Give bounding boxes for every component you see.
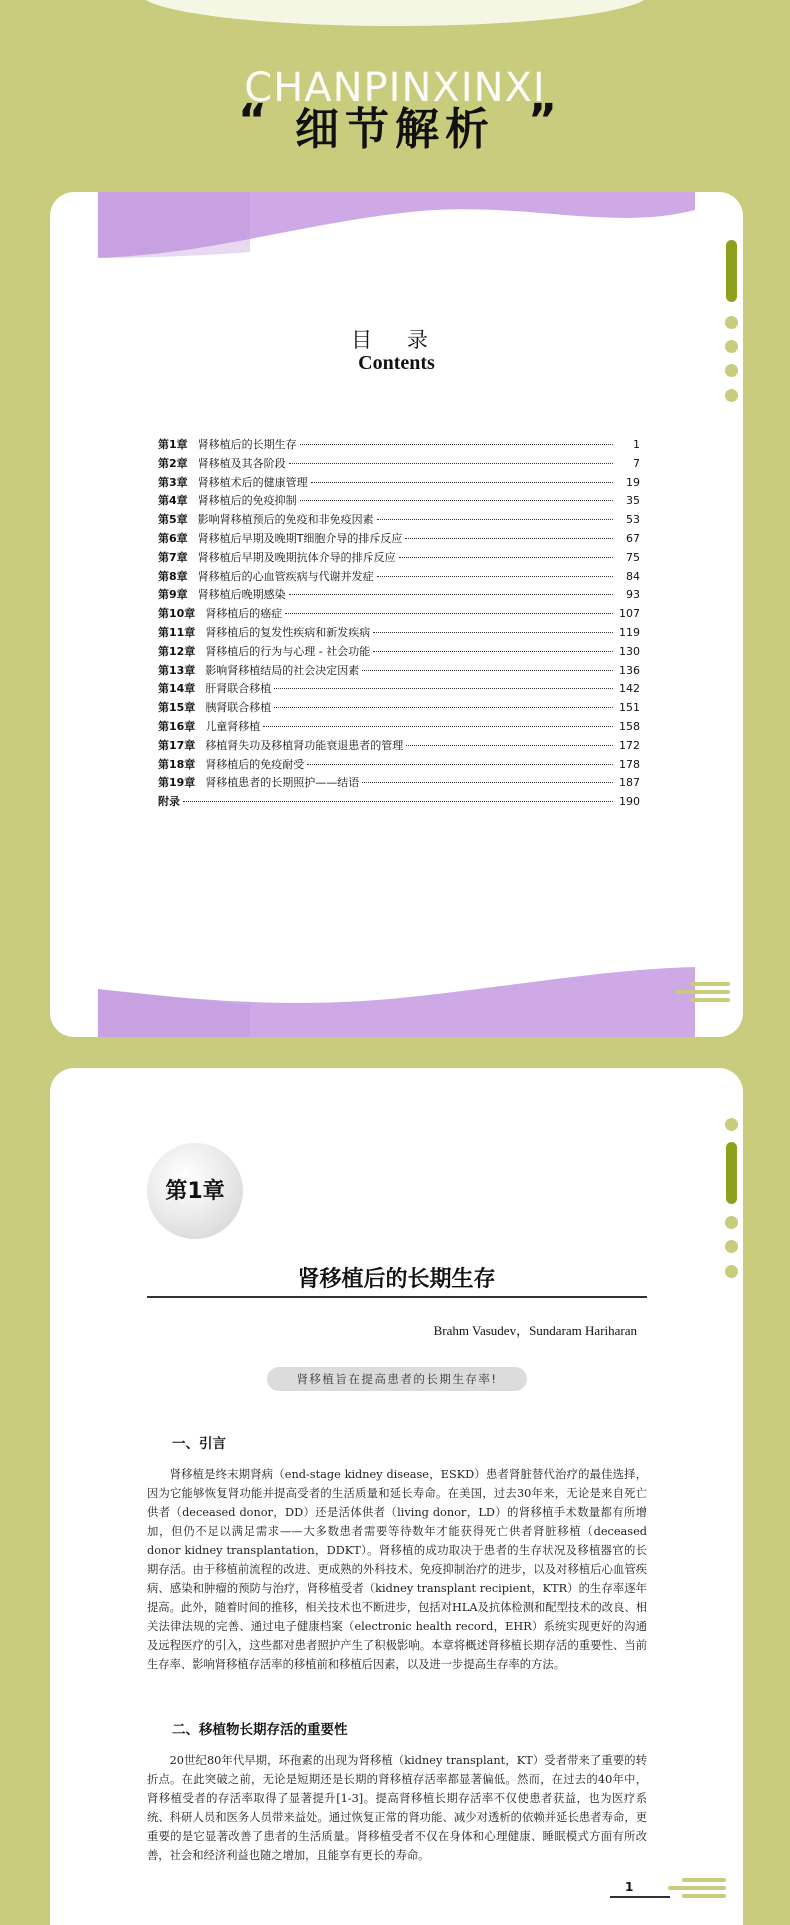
toc-leader-dots: [307, 764, 613, 765]
header-english-text: CHANPINXINXI: [244, 65, 546, 111]
toc-chapter-number: 第11章: [158, 625, 196, 639]
toc-page-number: 1: [633, 438, 640, 451]
toc-chapter-number: 第6章: [158, 531, 188, 545]
toc-chapter-title: 肾移植后的复发性疾病和新发疾病: [205, 625, 371, 639]
toc-chapter-title: 肾移植及其各阶段: [197, 456, 286, 470]
toc-leader-dots: [405, 538, 613, 539]
toc-page-number: 53: [626, 513, 640, 527]
decor-stripe: [682, 1878, 726, 1882]
chapter-badge-label: 第1章: [165, 1179, 225, 1204]
toc-chapter-title: 儿童肾移植: [205, 719, 261, 733]
chapter-authors: Brahm Vasudev，Sundaram Hariharan: [433, 1323, 637, 1338]
toc-entry[interactable]: [158, 774, 640, 793]
toc-chapter-number: 第7章: [158, 550, 188, 564]
indicator-dot: [725, 1118, 738, 1131]
toc-entry[interactable]: [158, 756, 640, 775]
toc-page-number: 190: [619, 795, 640, 809]
toc-leader-dots: [399, 557, 613, 558]
toc-chapter-title: 移植肾失功及移植肾功能衰退患者的管理: [205, 738, 404, 752]
toc-page-number: 172: [619, 738, 640, 752]
toc-entry[interactable]: [158, 699, 640, 718]
section-paragraph-1: 肾移植是终末期肾病（end-stage kidney disease，ESKD）患者肾脏替代治疗的最佳选择，因为它能够恢复肾功能并提高受者的生活质量和延长寿命。在美国，过去30年来，无论是来自死亡供者（deceased donor，DD）还是活体供者（living donor，LD）的肾移植手术数量都有所增加，但仍不足以满足需求——大多数患者需要等待数年才能获得死亡供者肾脏移植（deceased donor kidney transplantation，DDKT）。肾移植的成功取决于患者的生存状况及移植器官的长期存活。由于移植前流程的改进、更成熟的外科技术、免疫抑制治疗的进步，以及对移植后心血管疾病、感染和肿瘤的预防与治疗，肾移植受者（kidney transplant recipient，KTR）的生存率逐年提高。此外，随着时间的推移，相关技术也不断进步，包括对HLA及抗体检测和配型技术的改良、相关法律法规的完善、通过电子健康档案（electronic health record，EHR）系统实现更好的沟通及远程医疗的引入，这些都对患者照护产生了积极影响。本章将概述肾移植长期存活的重要性、当前生存率、影响肾移植存活率的移植前和移植后因素，以及进一步提高生存率的方法。: [147, 1468, 647, 1671]
toc-entry[interactable]: [158, 737, 640, 756]
toc-chapter-number: 第1章: [158, 438, 188, 451]
title-divider: [147, 1296, 647, 1298]
section-paragraph-2: 20世纪80年代早期，环孢素的出现为肾移植（kidney transplant，KT）受者带来了重要的转折点。在此突破之前，无论是短期还是长期的肾移植存活率都显著偏低。然而，在过去的40年中，肾移植受者的存活率取得了显著提升[1-3]。提高肾移植长期存活率不仅使患者获益，也为医疗系统、科研人员和医务人员带来益处。通过恢复正常的肾功能、减少对透析的依赖并延长患者寿命，更重要的是它显著改善了患者的生活质量。肾移植受者不仅在身体和心理健康、睡眠模式方面有所改善，社会和经济利益也随之增加，且能享有更长的寿命。: [147, 1754, 647, 1862]
toc-title-en: Contents: [358, 352, 435, 374]
toc-chapter-number: 第2章: [158, 456, 188, 470]
toc-chapter-number: 第18章: [158, 757, 196, 771]
toc-chapter-number: 第12章: [158, 644, 196, 658]
toc-page-number: 75: [626, 550, 640, 564]
toc-chapter-number: 第9章: [158, 588, 188, 602]
chapter-title: 肾移植后的长期生存: [297, 1266, 496, 1292]
toc-leader-dots: [377, 519, 613, 520]
toc-leader-dots: [289, 463, 613, 464]
chapter-quote: 肾移植旨在提高患者的长期生存率!: [267, 1367, 527, 1391]
toc-entry[interactable]: [158, 605, 640, 624]
toc-page-number: 130: [619, 644, 640, 658]
toc-chapter-number: 第15章: [158, 701, 196, 715]
toc-leader-dots: [285, 613, 613, 614]
decor-stripe: [682, 1894, 726, 1898]
toc-leader-dots: [274, 707, 613, 708]
section-header: [0, 55, 790, 155]
toc-page-number: 142: [619, 682, 640, 696]
toc-page-number: 93: [626, 588, 640, 602]
toc-entry[interactable]: [158, 643, 640, 662]
toc-entry[interactable]: [158, 530, 640, 549]
toc-page-card: [50, 192, 743, 1037]
scroll-indicator-bar: [726, 1142, 737, 1204]
toc-page-number: 187: [619, 776, 640, 790]
decor-stripe: [675, 990, 730, 994]
purple-wave-bottom: [50, 967, 743, 1037]
toc-page-number: 151: [619, 701, 640, 715]
toc-leader-dots: [373, 632, 613, 633]
toc-leader-dots: [289, 594, 613, 595]
toc-page-number: 35: [626, 494, 640, 508]
decor-stripe: [690, 998, 730, 1002]
toc-entry[interactable]: [158, 586, 640, 605]
toc-leader-dots: [183, 801, 613, 802]
toc-chapter-title: 肾移植术后的健康管理: [197, 475, 308, 489]
toc-page-number: 84: [626, 569, 640, 583]
toc-leader-dots: [362, 670, 613, 671]
toc-chapter-title: 肝肾联合移植: [205, 682, 272, 696]
toc-entry[interactable]: [158, 718, 640, 737]
toc-entry[interactable]: [158, 568, 640, 587]
toc-leader-dots: [263, 726, 613, 727]
toc-entry[interactable]: [158, 492, 640, 511]
toc-chapter-number: 第19章: [158, 776, 196, 790]
toc-chapter-number: 第10章: [158, 607, 196, 621]
toc-chapter-number: 第16章: [158, 719, 196, 733]
toc-chapter-number: 第4章: [158, 494, 188, 508]
indicator-dot: [725, 1240, 738, 1253]
toc-title-zh: 目 录: [351, 328, 442, 352]
toc-page-number: 107: [619, 607, 640, 621]
toc-entry[interactable]: [158, 662, 640, 681]
toc-chapter-title: 影响肾移植预后的免疫和非免疫因素: [197, 513, 374, 527]
toc-entry[interactable]: [158, 455, 640, 474]
toc-chapter-number: 第17章: [158, 738, 196, 752]
toc-leader-dots: [300, 500, 613, 501]
top-decorative-arc: [140, 0, 650, 26]
page-number: 1: [625, 1880, 634, 1894]
toc-entry[interactable]: [158, 436, 640, 455]
toc-leader-dots: [362, 782, 613, 783]
toc-chapter-title: 肾移植后的行为与心理 - 社会功能: [205, 644, 371, 658]
toc-chapter-title: 肾移植后的长期生存: [197, 438, 297, 451]
toc-leader-dots: [274, 688, 613, 689]
toc-chapter-title: 肾移植后早期及晚期抗体介导的排斥反应: [197, 550, 396, 564]
toc-page-number: 136: [619, 663, 640, 677]
toc-chapter-number: 第5章: [158, 513, 188, 527]
open-quote-mark: “: [238, 95, 267, 146]
decor-stripe: [668, 1886, 726, 1890]
toc-chapter-number: 附录: [158, 795, 180, 809]
toc-entry[interactable]: [158, 474, 640, 493]
toc-chapter-number: 第14章: [158, 682, 196, 696]
page-number-rule: [610, 1896, 670, 1898]
toc-chapter-title: 肾移植后的免疫抑制: [197, 494, 297, 508]
indicator-dot: [725, 389, 738, 402]
toc-entry[interactable]: [158, 680, 640, 699]
chapter-page-card: [50, 1068, 743, 1925]
toc-entry[interactable]: [158, 549, 640, 568]
toc-page-number: 67: [626, 531, 640, 545]
close-quote-mark: ”: [528, 95, 557, 146]
toc-leader-dots: [406, 745, 613, 746]
toc-chapter-title: 肾移植后的心血管疾病与代谢并发症: [197, 569, 374, 583]
toc-leader-dots: [377, 576, 613, 577]
toc-leader-dots: [300, 444, 613, 445]
toc-chapter-title: 肾移植后早期及晚期T细胞介导的排斥反应: [197, 531, 403, 545]
toc-chapter-number: 第3章: [158, 475, 188, 489]
toc-leader-dots: [311, 482, 613, 483]
toc-page-number: 7: [633, 456, 640, 470]
toc-page-number: 178: [619, 757, 640, 771]
toc-entry[interactable]: [158, 624, 640, 643]
toc-chapter-title: 肾移植后的免疫耐受: [205, 757, 305, 771]
toc-list: [158, 436, 640, 812]
toc-chapter-title: 肾移植后的癌症: [205, 607, 283, 621]
toc-chapter-title: 胰肾联合移植: [205, 701, 272, 715]
toc-chapter-title: 肾移植后晚期感染: [197, 588, 286, 602]
toc-page-number: 158: [619, 719, 640, 733]
decor-stripe: [690, 982, 730, 986]
toc-chapter-title: 肾移植患者的长期照护——结语: [205, 776, 360, 790]
toc-leader-dots: [373, 651, 613, 652]
toc-entry[interactable]: [158, 793, 640, 812]
section-heading-1: 一、引言: [172, 1436, 226, 1452]
toc-page-number: 119: [619, 625, 640, 639]
toc-entry[interactable]: [158, 511, 640, 530]
chapter-badge: [147, 1143, 243, 1239]
toc-chapter-number: 第13章: [158, 663, 196, 677]
indicator-dot: [725, 1216, 738, 1229]
section-heading-2: 二、移植物长期存活的重要性: [172, 1722, 348, 1738]
toc-chapter-title: 影响肾移植结局的社会决定因素: [205, 663, 360, 677]
purple-wave-top: [50, 192, 743, 262]
scroll-indicator-bar: [726, 240, 737, 302]
toc-chapter-number: 第8章: [158, 569, 188, 583]
header-title: 细节解析: [295, 104, 495, 155]
toc-page-number: 19: [626, 475, 640, 489]
